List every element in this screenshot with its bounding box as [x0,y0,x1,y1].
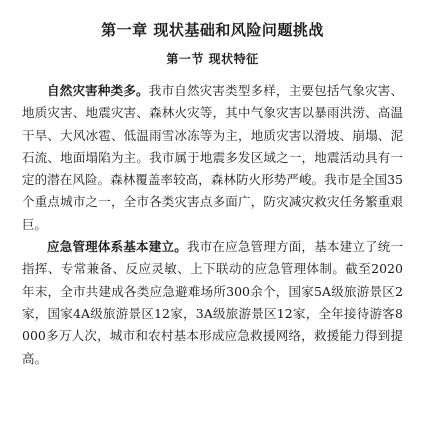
paragraph [22,80,403,236]
paragraph-body: 我市自然灾害类型多样，主要包括气象灾害、地质灾害、地震灾害、森林火灾等，其中气象灾害以暴雨洪涝、高温干旱、大风冰雹、低温雨雪冰冻等为主，地质灾害以滑坡、崩塌、泥石流、地面塌陷为主。我市属于地震多发区域之一，地震活动具有一定的潜在风险。森林覆盖率较高，森林防火形势严峻。我市是全国35个重点城市之一，全市各类灾害点多面广，防灾减灾救灾任务繁重艰巨。 [22,83,403,232]
paragraph [22,236,403,370]
paragraph-lead: 自然灾害种类多。 [47,83,149,98]
section-title: 第一节 现状特征 [166,52,259,66]
chapter-title: 第一章 现状基础和风险问题挑战 [101,21,324,39]
paragraph-lead: 应急管理体系基本建立。 [47,239,187,255]
paragraph-body: 我市在应急管理方面，基本建立了统一指挥、专常兼备、反应灵敏、上下联动的应急管理体制。截至2020年末，全市共建成各类应急避难场所300余个，国家5A级旅游景区2家，国家4A级旅游景区12家，3A级旅游景区12家，全年接待游客8000多万人次，城市和农村基本形成应急救援网络，救援能力得到提高。 [22,239,403,366]
